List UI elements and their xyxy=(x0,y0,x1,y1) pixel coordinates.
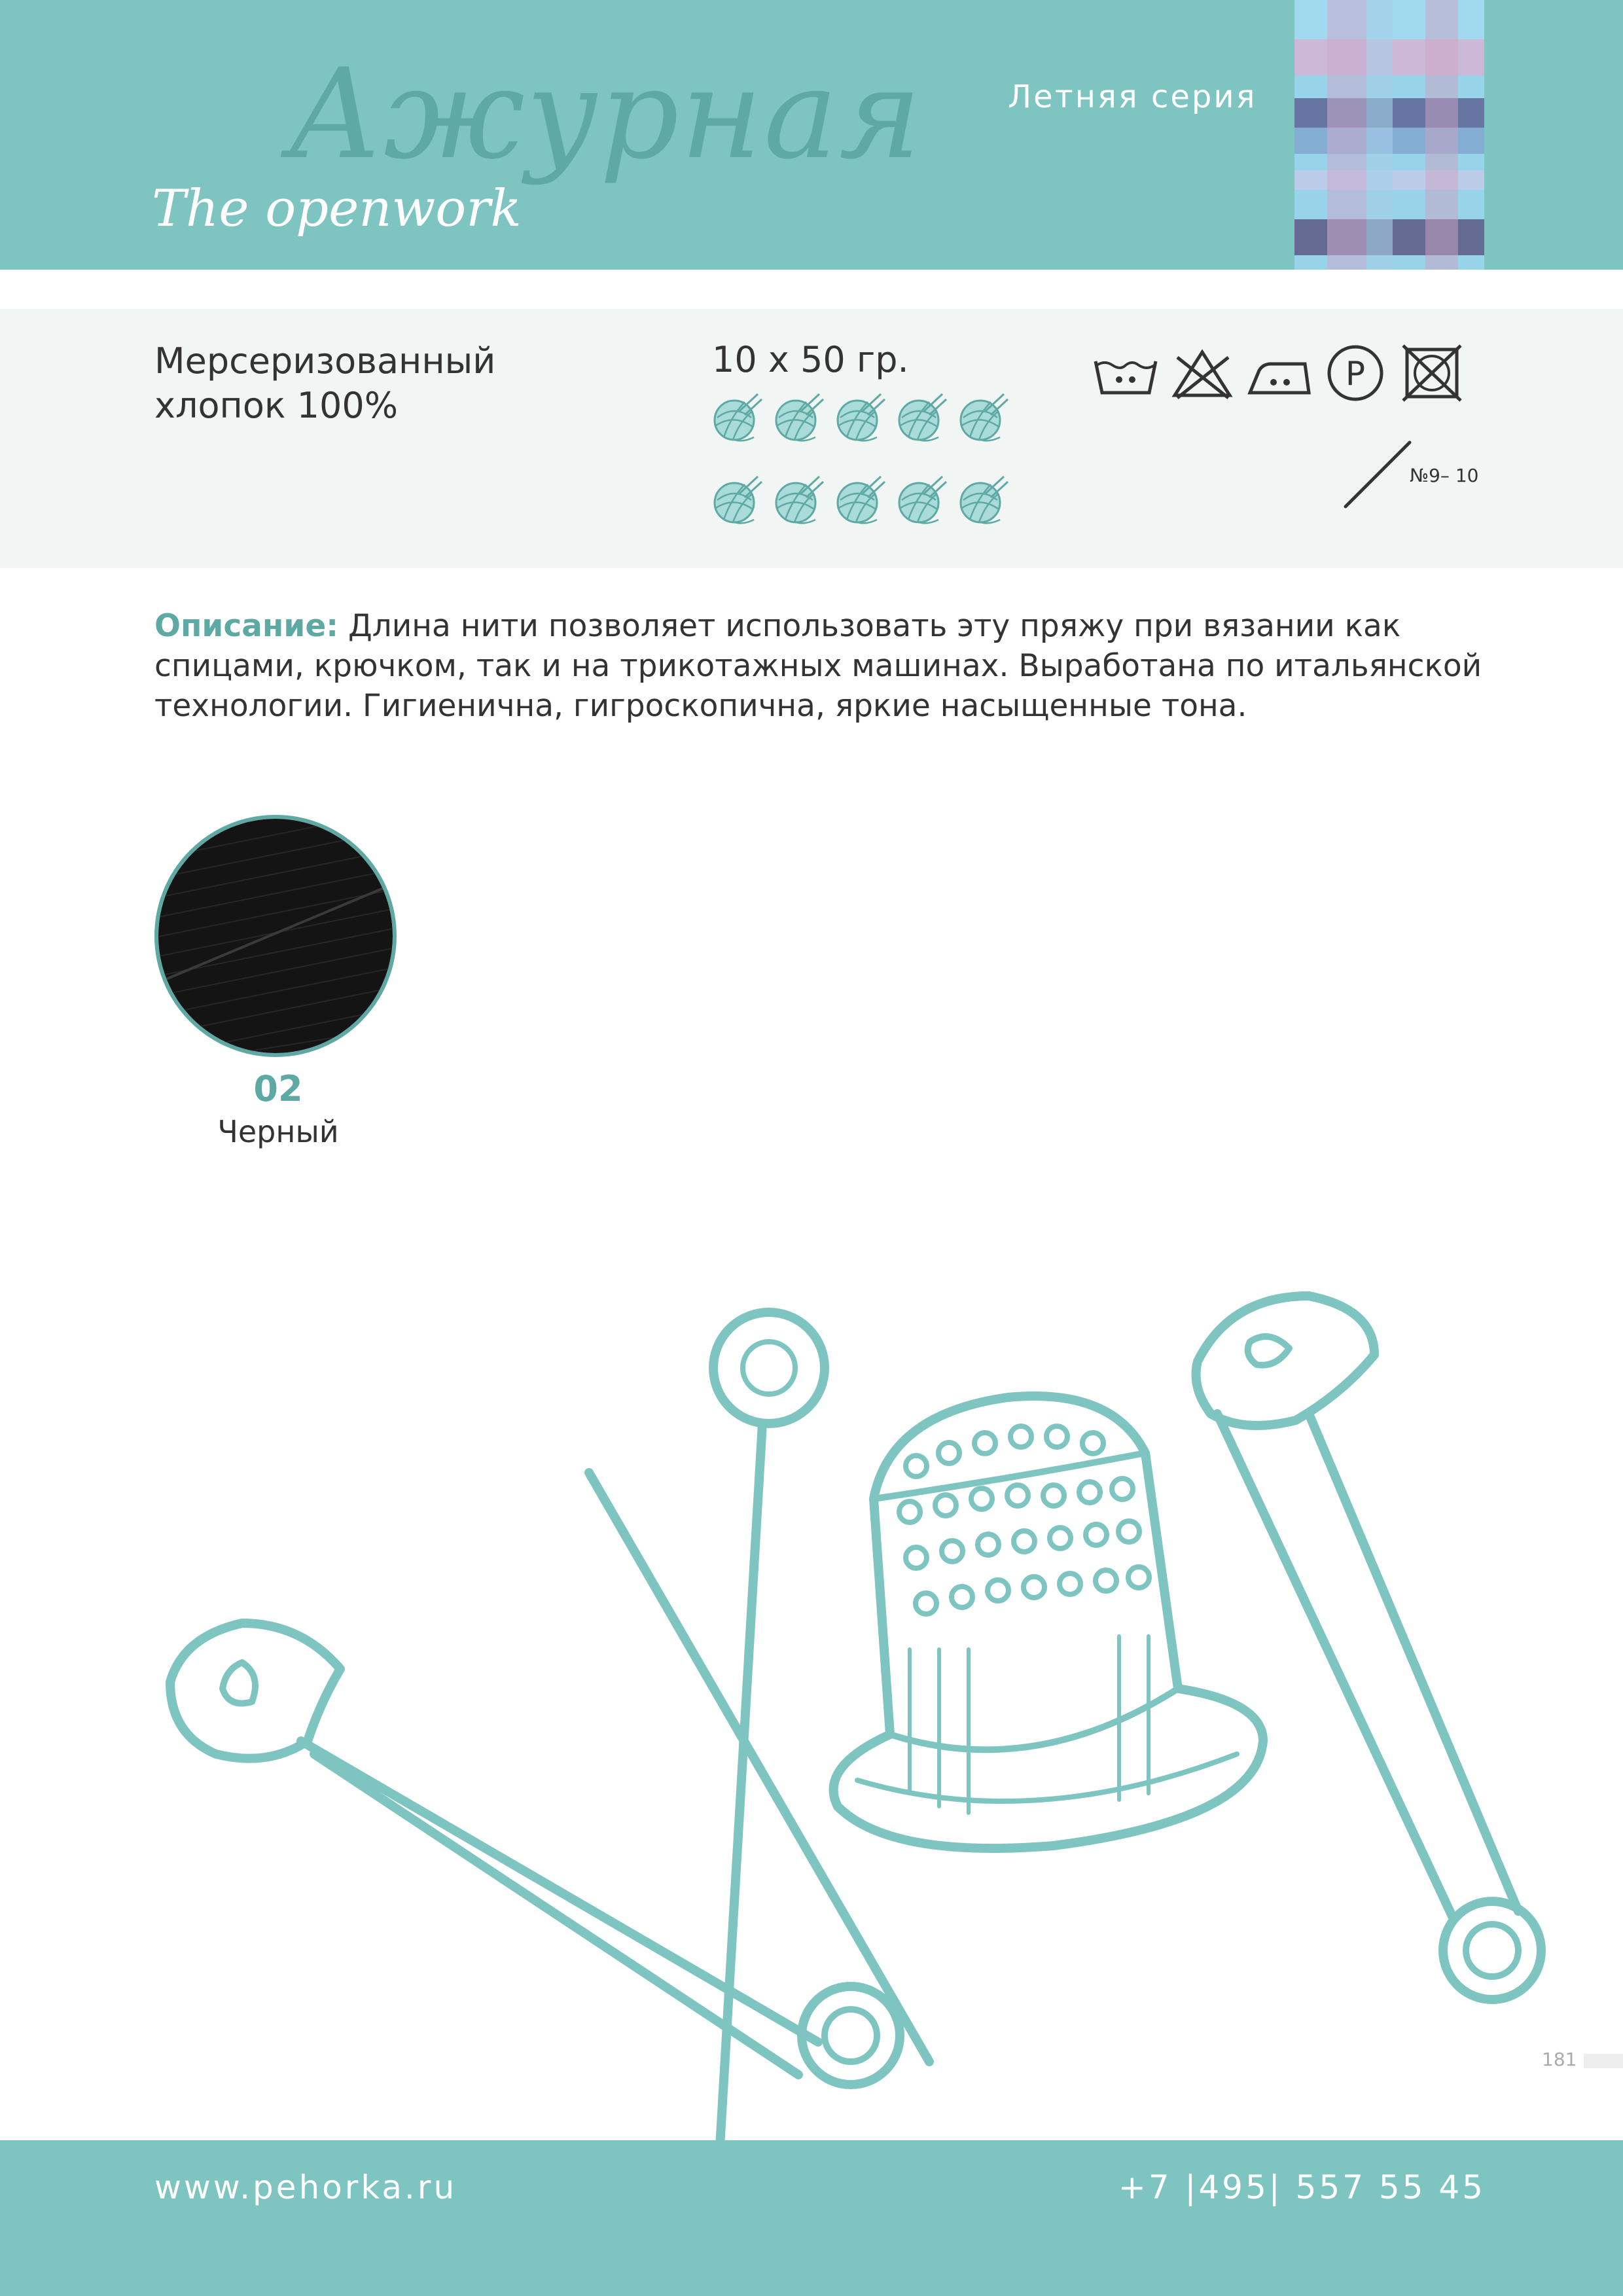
yarn-ball-icon xyxy=(834,391,886,444)
iron-medium-icon xyxy=(1245,340,1313,404)
page-tab xyxy=(1584,2054,1623,2068)
composition xyxy=(154,339,495,428)
yarn-ball-icon xyxy=(711,474,763,526)
swatch-number: 02 xyxy=(253,1068,303,1109)
thimble xyxy=(834,1396,1263,1848)
yarn-ball-icon xyxy=(895,391,948,444)
no-tumble-dry-icon xyxy=(1398,340,1466,404)
yarn-ball-icon xyxy=(772,474,825,526)
wash-30-icon xyxy=(1092,340,1160,404)
left-safety-pin xyxy=(170,1623,900,2085)
dry-clean-letter: P xyxy=(1346,355,1366,393)
product-title: Ажурная xyxy=(288,42,923,187)
swatch-name: Черный xyxy=(217,1114,339,1149)
care-icons xyxy=(1092,340,1471,404)
no-bleach-icon xyxy=(1168,340,1236,404)
right-safety-pin xyxy=(1196,1296,1542,2000)
crochet-hook-icon xyxy=(1342,439,1414,511)
yarn-balls xyxy=(711,391,1025,556)
fabric-image xyxy=(1294,0,1484,270)
color-swatch xyxy=(154,815,397,1057)
yarn-ball-icon xyxy=(957,474,1009,526)
website-link[interactable]: www.pehorka.ru xyxy=(154,2168,457,2206)
composition-line-2: хлопок 100% xyxy=(154,385,399,426)
description-label: Описание: xyxy=(154,608,339,644)
footer xyxy=(0,2140,1623,2296)
weight-label: 10 x 50 гр. xyxy=(712,339,909,380)
yarn-ball-icon xyxy=(711,391,763,444)
page-number: 181 xyxy=(1542,2049,1577,2070)
description xyxy=(154,606,1496,726)
description-text: Длина нити позволяет использовать эту пряжу при вязании как спицами, крючком, так и на трикотажных машинах. Выработана по итальянской технологии. Гигиенична, гигроскопична, яркие насыщенные тона. xyxy=(154,608,1482,724)
series-label: Летняя серия xyxy=(1008,79,1257,115)
yarn-ball-icon xyxy=(772,391,825,444)
product-subtitle-en: The openwork xyxy=(152,179,522,238)
needle-size: №9– 10 xyxy=(1410,465,1479,486)
yarn-ball-icon xyxy=(895,474,948,526)
swatch-yarn-image xyxy=(158,819,393,1053)
sewing-illustration xyxy=(144,1283,1551,2147)
composition-line-1: Мерсеризованный xyxy=(154,340,496,382)
yarn-ball-icon xyxy=(834,474,886,526)
ball-pin-head xyxy=(713,1312,825,1424)
yarn-ball-icon xyxy=(957,391,1009,444)
phone-number: +7 |495| 557 55 45 xyxy=(1118,2168,1486,2206)
dry-clean-p-icon xyxy=(1321,340,1389,404)
header-banner xyxy=(0,0,1623,270)
